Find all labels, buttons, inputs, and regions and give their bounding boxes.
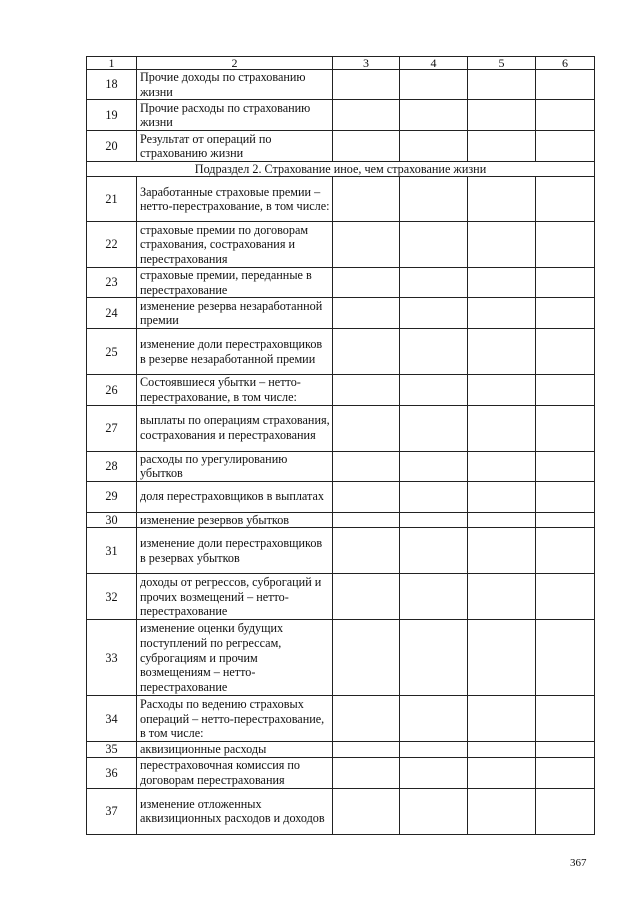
- row-number: 37: [87, 788, 137, 834]
- column-header: 1: [87, 57, 137, 70]
- value-cell: [333, 451, 400, 481]
- table-row: [87, 70, 595, 100]
- value-cell: [400, 696, 468, 742]
- header-row: [87, 57, 595, 70]
- value-cell: [333, 620, 400, 696]
- table-row: [87, 451, 595, 481]
- table-row: [87, 512, 595, 528]
- value-cell: [400, 528, 468, 574]
- value-cell: [536, 696, 595, 742]
- row-number: 31: [87, 528, 137, 574]
- table-row: [87, 177, 595, 222]
- value-cell: [400, 757, 468, 788]
- table-row: [87, 222, 595, 268]
- row-label: Расходы по ведению страховых операций – нетто-перестрахование, в том числе:: [137, 696, 333, 742]
- value-cell: [400, 405, 468, 451]
- table-row: [87, 100, 595, 131]
- value-cell: [400, 222, 468, 268]
- value-cell: [468, 298, 536, 329]
- value-cell: [333, 528, 400, 574]
- column-header: 6: [536, 57, 595, 70]
- column-header: 5: [468, 57, 536, 70]
- value-cell: [468, 100, 536, 131]
- report-table: [86, 56, 595, 835]
- row-label: изменение отложенных аквизиционных расходов и доходов: [137, 788, 333, 834]
- value-cell: [333, 696, 400, 742]
- value-cell: [536, 329, 595, 375]
- row-number: 25: [87, 329, 137, 375]
- value-cell: [536, 512, 595, 528]
- value-cell: [400, 177, 468, 222]
- row-number: 29: [87, 481, 137, 512]
- value-cell: [468, 528, 536, 574]
- value-cell: [468, 757, 536, 788]
- value-cell: [333, 222, 400, 268]
- value-cell: [333, 268, 400, 298]
- row-number: 35: [87, 742, 137, 758]
- value-cell: [400, 298, 468, 329]
- row-label: страховые премии, переданные в перестрахование: [137, 268, 333, 298]
- row-number: 30: [87, 512, 137, 528]
- value-cell: [333, 788, 400, 834]
- table-row: [87, 298, 595, 329]
- row-label: Заработанные страховые премии – нетто-перестрахование, в том числе:: [137, 177, 333, 222]
- value-cell: [468, 574, 536, 620]
- row-label: изменение доли перестраховщиков в резервах убытков: [137, 528, 333, 574]
- value-cell: [400, 375, 468, 405]
- value-cell: [536, 757, 595, 788]
- row-number: 36: [87, 757, 137, 788]
- table-row: [87, 268, 595, 298]
- row-label: Состоявшиеся убытки – нетто-перестрахование, в том числе:: [137, 375, 333, 405]
- row-label: аквизиционные расходы: [137, 742, 333, 758]
- value-cell: [400, 512, 468, 528]
- table-row: [87, 405, 595, 451]
- row-number: 27: [87, 405, 137, 451]
- value-cell: [333, 100, 400, 131]
- row-label: доля перестраховщиков в выплатах: [137, 481, 333, 512]
- value-cell: [400, 481, 468, 512]
- value-cell: [468, 222, 536, 268]
- value-cell: [400, 788, 468, 834]
- table-row: [87, 574, 595, 620]
- row-label: изменение оценки будущих поступлений по регрессам, суброгациям и прочим возмещениям – нетто-перестрахование: [137, 620, 333, 696]
- table-row: [87, 528, 595, 574]
- value-cell: [536, 298, 595, 329]
- value-cell: [333, 757, 400, 788]
- row-label: Прочие доходы по страхованию жизни: [137, 70, 333, 100]
- row-label: страховые премии по договорам страхования, сострахования и перестрахования: [137, 222, 333, 268]
- column-header: 3: [333, 57, 400, 70]
- section-title: Подраздел 2. Страхование иное, чем страхование жизни: [87, 162, 595, 177]
- value-cell: [400, 574, 468, 620]
- value-cell: [468, 375, 536, 405]
- row-label: перестраховочная комиссия по договорам перестрахования: [137, 757, 333, 788]
- value-cell: [536, 481, 595, 512]
- value-cell: [468, 696, 536, 742]
- value-cell: [333, 512, 400, 528]
- row-number: 28: [87, 451, 137, 481]
- value-cell: [400, 268, 468, 298]
- page-number: 367: [570, 857, 587, 869]
- value-cell: [468, 620, 536, 696]
- value-cell: [468, 451, 536, 481]
- value-cell: [333, 131, 400, 162]
- value-cell: [468, 268, 536, 298]
- value-cell: [468, 481, 536, 512]
- table-row: [87, 742, 595, 758]
- value-cell: [536, 788, 595, 834]
- value-cell: [536, 405, 595, 451]
- row-label: Результат от операций по страхованию жизни: [137, 131, 333, 162]
- row-label: расходы по урегулированию убытков: [137, 451, 333, 481]
- value-cell: [400, 329, 468, 375]
- value-cell: [333, 70, 400, 100]
- value-cell: [400, 742, 468, 758]
- column-header: 4: [400, 57, 468, 70]
- row-number: 21: [87, 177, 137, 222]
- table-row: [87, 375, 595, 405]
- value-cell: [468, 131, 536, 162]
- value-cell: [333, 481, 400, 512]
- value-cell: [536, 742, 595, 758]
- value-cell: [468, 742, 536, 758]
- value-cell: [468, 329, 536, 375]
- value-cell: [536, 268, 595, 298]
- value-cell: [333, 742, 400, 758]
- row-number: 33: [87, 620, 137, 696]
- table-row: [87, 481, 595, 512]
- value-cell: [468, 70, 536, 100]
- value-cell: [536, 177, 595, 222]
- value-cell: [333, 329, 400, 375]
- value-cell: [333, 298, 400, 329]
- value-cell: [536, 451, 595, 481]
- row-number: 20: [87, 131, 137, 162]
- value-cell: [468, 405, 536, 451]
- value-cell: [536, 528, 595, 574]
- value-cell: [536, 375, 595, 405]
- row-number: 19: [87, 100, 137, 131]
- table-row: [87, 696, 595, 742]
- value-cell: [536, 100, 595, 131]
- value-cell: [333, 177, 400, 222]
- row-number: 24: [87, 298, 137, 329]
- row-number: 32: [87, 574, 137, 620]
- column-header: 2: [137, 57, 333, 70]
- row-number: 22: [87, 222, 137, 268]
- value-cell: [400, 620, 468, 696]
- value-cell: [536, 222, 595, 268]
- value-cell: [400, 131, 468, 162]
- row-number: 34: [87, 696, 137, 742]
- table-row: [87, 757, 595, 788]
- row-label: выплаты по операциям страхования, сострахования и перестрахования: [137, 405, 333, 451]
- value-cell: [536, 574, 595, 620]
- value-cell: [400, 70, 468, 100]
- row-label: доходы от регрессов, суброгаций и прочих возмещений – нетто-перестрахование: [137, 574, 333, 620]
- value-cell: [333, 375, 400, 405]
- row-label: изменение резервов убытков: [137, 512, 333, 528]
- table-row: [87, 131, 595, 162]
- value-cell: [400, 451, 468, 481]
- row-number: 18: [87, 70, 137, 100]
- row-label: изменение доли перестраховщиков в резерве незаработанной премии: [137, 329, 333, 375]
- value-cell: [333, 574, 400, 620]
- row-number: 26: [87, 375, 137, 405]
- row-number: 23: [87, 268, 137, 298]
- value-cell: [536, 620, 595, 696]
- value-cell: [536, 70, 595, 100]
- value-cell: [333, 405, 400, 451]
- value-cell: [536, 131, 595, 162]
- value-cell: [468, 788, 536, 834]
- section-header-row: [87, 162, 595, 177]
- row-label: изменение резерва незаработанной премии: [137, 298, 333, 329]
- table-row: [87, 788, 595, 834]
- row-label: Прочие расходы по страхованию жизни: [137, 100, 333, 131]
- value-cell: [468, 177, 536, 222]
- table-row: [87, 329, 595, 375]
- value-cell: [400, 100, 468, 131]
- table-row: [87, 620, 595, 696]
- value-cell: [468, 512, 536, 528]
